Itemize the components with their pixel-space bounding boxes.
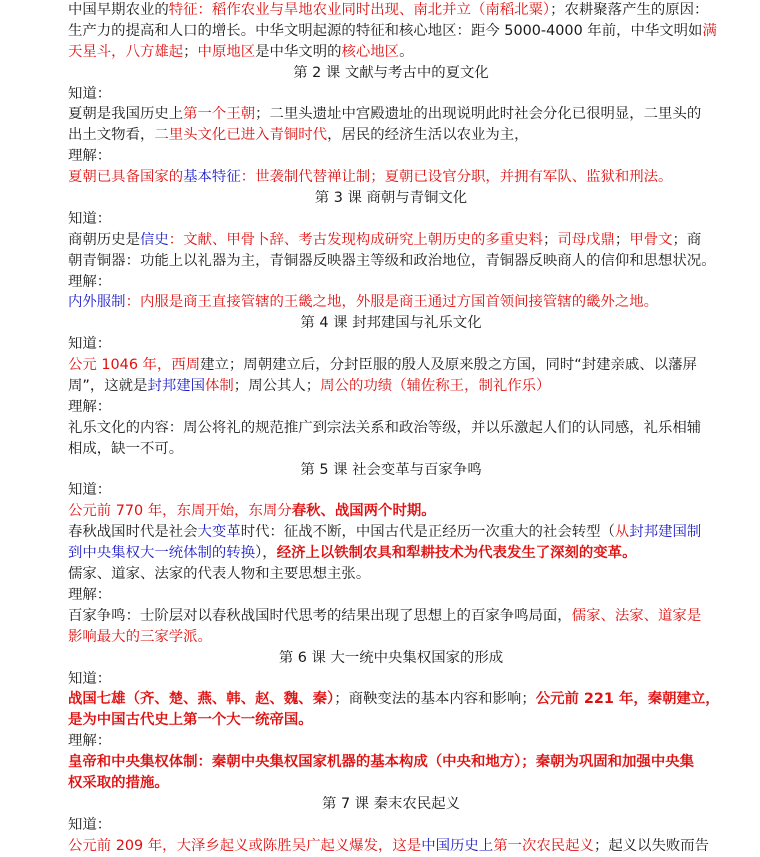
text-segment: 第 7 课 秦末农民起义 — [321, 795, 460, 812]
lesson-heading — [68, 313, 714, 334]
section-label — [68, 669, 714, 690]
text-segment: 理解： — [68, 148, 112, 165]
text-segment: ；二里头遗址中宫殿遗址的出现说明此时社会分化已很明显，二里头的 — [255, 106, 702, 123]
highlight-red: 第一次农民起义 — [493, 837, 594, 854]
lesson-heading — [68, 63, 714, 84]
highlight-red: 从 — [614, 524, 630, 541]
text-segment: 知道： — [68, 336, 112, 353]
text-segment: ； — [542, 231, 558, 248]
text-segment: 建立；周朝建立后，分封臣服的殷人及原来殷之方国，同时“封建亲戚、以藩屏 — [200, 357, 697, 374]
highlight-blue: 信史 — [139, 231, 169, 248]
lesson-heading — [68, 794, 714, 815]
highlight-red: 天星斗，八方雄起 — [68, 43, 184, 60]
text-line — [68, 355, 714, 376]
text-line — [68, 21, 717, 42]
section-label — [68, 815, 714, 836]
text-segment: 商朝历史是 — [68, 231, 140, 248]
text-segment: 理解： — [68, 398, 112, 415]
text-segment: 生产力的提高和人口的增长。中华文明起源的特征和核心地区：距今 5000-4000 年前，中华文明如 — [68, 22, 703, 39]
text-line — [68, 104, 714, 125]
text-segment: 是中华文明的 — [255, 43, 342, 60]
highlight-red: 体制 — [205, 378, 234, 395]
text-segment: 中国早期农业的 — [68, 2, 169, 18]
text-segment: 理解： — [68, 273, 112, 290]
section-label — [68, 731, 714, 752]
highlight-blue: 大变革 — [197, 524, 241, 541]
text-line — [68, 773, 714, 794]
text-segment: 礼乐文化的内容：周公将礼的规范推广到宗法关系和政治等级，并以乐激起人们的认同感，礼乐相辅 — [68, 419, 702, 436]
section-label — [68, 209, 714, 230]
text-line — [68, 543, 714, 564]
highlight-blue: 基本特征 — [183, 169, 241, 186]
highlight-blue: 封邦建国制 — [629, 524, 702, 541]
highlight-red: 中原地区 — [197, 43, 256, 60]
highlight-red: 核心地区 — [341, 43, 400, 60]
text-line — [68, 564, 714, 585]
highlight-red: 第一个王朝 — [183, 106, 256, 123]
text-line — [68, 627, 714, 648]
section-label — [68, 84, 714, 105]
text-line — [68, 522, 714, 543]
text-line — [68, 752, 714, 773]
text-line — [68, 836, 714, 857]
highlight-red: 特征：稻作农业与旱地农业同时出现、南北并立（南稻北粟） — [168, 2, 551, 18]
highlight-red: 甲骨文 — [629, 231, 673, 248]
text-segment: 知道： — [68, 210, 112, 227]
text-segment: ；周公其人； — [233, 378, 321, 395]
text-segment: ；起义以失败而告 — [593, 837, 710, 854]
text-line — [68, 439, 714, 460]
text-segment: 第 3 课 商朝与青铜文化 — [314, 190, 468, 207]
text-line — [68, 418, 714, 439]
highlight-red: 战国七雄（齐、楚、燕、韩、赵、魏、秦） — [68, 691, 335, 708]
highlight-red: 公元前 770 年，东周开始，东周分 — [68, 503, 292, 520]
text-line — [68, 251, 714, 272]
section-label — [68, 585, 714, 606]
text-segment: 周”，这就是 — [68, 378, 148, 395]
text-segment: 知道： — [68, 482, 112, 499]
highlight-red: 影响最大的三家学派。 — [68, 628, 212, 645]
section-label — [68, 397, 714, 418]
text-segment: 百家争鸣：士阶层对以春秋战国时代思考的结果出现了思想上的百家争鸣局面， — [68, 607, 572, 624]
text-segment: 儒家、道家、法家的代表人物和主要思想主张。 — [68, 566, 371, 583]
text-line — [68, 689, 720, 710]
text-segment: ；农耕聚落产生的原因： — [550, 2, 709, 18]
highlight-red: 公元前 221 年，秦朝建立， — [535, 691, 720, 708]
text-segment: 知道： — [68, 670, 112, 687]
highlight-red: 权采取的措施。 — [68, 774, 169, 791]
text-segment: 相成，缺一不可。 — [68, 440, 184, 457]
text-segment: 理解： — [68, 733, 112, 750]
text-segment: ； — [183, 43, 198, 60]
highlight-blue: 到中央集权大一统体制的转换 — [68, 545, 256, 562]
text-line — [68, 125, 714, 146]
text-segment: ；商 — [672, 231, 702, 248]
text-segment: 夏朝是我国历史上 — [68, 106, 184, 123]
text-line — [68, 0, 714, 21]
highlight-red: 二里头文化已进入青铜时代 — [154, 127, 328, 144]
text-segment: ）， — [255, 545, 277, 562]
text-segment: 。 — [399, 43, 414, 60]
section-label — [68, 272, 714, 293]
text-segment: 春秋战国时代是社会 — [68, 524, 198, 541]
text-line — [68, 230, 714, 251]
section-label — [68, 334, 714, 355]
highlight-red: 经济上以铁制农具和犁耕技术为代表发生了深刻的变革。 — [276, 545, 637, 562]
highlight-red: 皇帝和中央集权体制：秦朝中央集权国家机器的基本构成（中央和地方）；秦朝为巩固和加强中央集 — [68, 754, 694, 771]
highlight-red: 夏朝已具备国家的 — [68, 169, 184, 186]
highlight-red: 司母戊鼎 — [557, 231, 615, 248]
highlight-blue: 中国历史上 — [421, 837, 494, 854]
lesson-heading — [68, 460, 714, 481]
text-segment: 朝青铜器：功能上以礼器为主，青铜器反映器主等级和政治地位，青铜器反映商人的信仰和思想状况。 — [68, 252, 716, 269]
highlight-red: 周公的功绩（辅佐称王，制礼作乐） — [320, 378, 551, 395]
text-line — [68, 376, 714, 397]
highlight-red: 满 — [702, 22, 717, 39]
text-segment: ； — [614, 231, 630, 248]
highlight-red: ：文献、甲骨卜辞、考古发现构成研究上朝历史的多重史料 — [168, 231, 543, 248]
text-segment: 知道： — [68, 85, 112, 102]
text-line — [68, 501, 714, 522]
highlight-red: 公元前 209 年，大泽乡起义或陈胜吴广起义爆发，这是 — [68, 837, 422, 854]
highlight-red: 公元 1046 年，西周 — [68, 357, 201, 374]
text-line — [68, 42, 714, 63]
section-label — [68, 146, 714, 167]
lesson-heading — [68, 648, 714, 669]
highlight-red: 是为中国古代史上第一个大一统帝国。 — [68, 712, 313, 729]
text-segment: 出土文物看， — [68, 127, 155, 144]
text-segment: 第 2 课 文献与考古中的夏文化 — [293, 64, 489, 81]
highlight-red: 儒家、法家、道家是 — [571, 607, 702, 624]
text-segment: 第 4 课 封邦建国与礼乐文化 — [300, 315, 482, 332]
text-segment: 知道： — [68, 816, 112, 833]
text-segment: 理解： — [68, 586, 112, 603]
text-segment: 第 6 课 大一统中央集权国家的形成 — [278, 649, 504, 666]
text-segment: ；商鞅变法的基本内容和影响； — [334, 691, 536, 708]
text-segment: ，居民的经济生活以农业为主， — [327, 127, 529, 144]
section-label — [68, 480, 714, 501]
highlight-red: 春秋、战国两个时期。 — [291, 503, 436, 520]
text-line — [68, 292, 714, 313]
highlight-red: ：世袭制代替禅让制；夏朝已设官分职，并拥有军队、监狱和刑法。 — [240, 169, 673, 186]
highlight-red: ：内服是商王直接管辖的王畿之地，外服是商王通过方国首领间接管辖的畿外之地。 — [125, 294, 659, 311]
text-segment: 时代：征战不断，中国古代是正经历一次重大的社会转型（ — [240, 524, 615, 541]
text-line — [68, 606, 714, 627]
text-segment: 第 5 课 社会变革与百家争鸣 — [300, 461, 482, 478]
lesson-heading — [68, 188, 714, 209]
text-line — [68, 710, 714, 731]
text-line — [68, 167, 714, 188]
highlight-blue: 内外服制 — [68, 294, 126, 311]
highlight-blue: 封邦建国 — [147, 378, 205, 395]
